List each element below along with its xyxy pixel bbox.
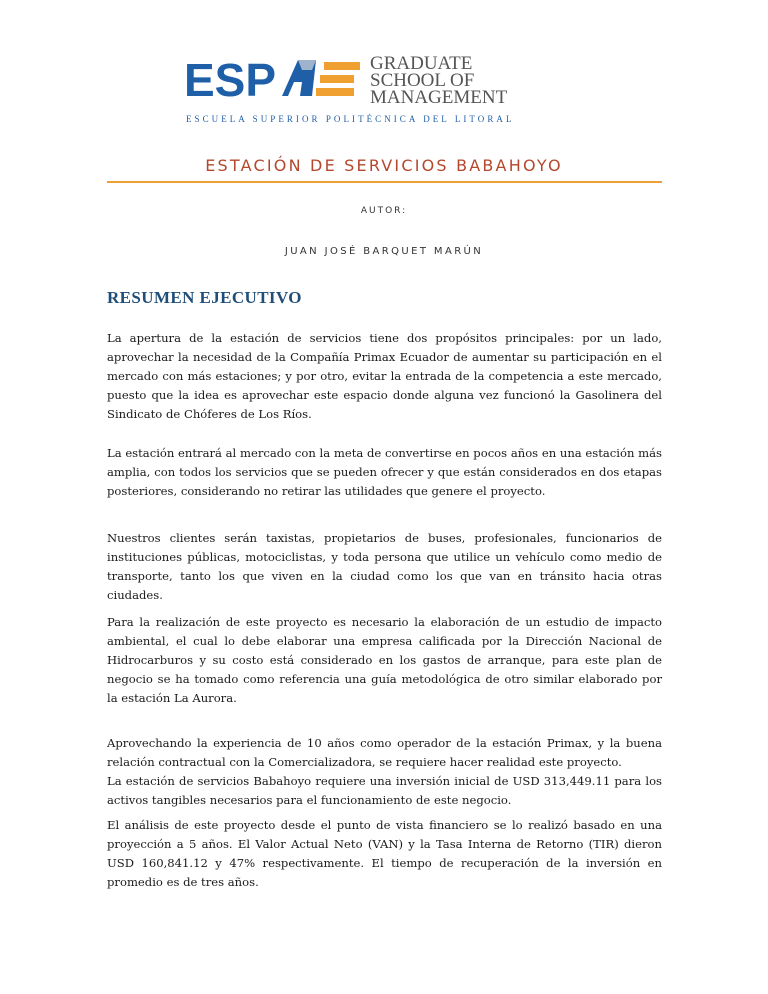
paragraph-text: La estación entrará al mercado con la meta de convertirse en pocos años en una estación más amplia, con todos los servicios que se pueden ofrecer y que están considerados en dos etapas posteriores, considerando no retirar las utilidades que genere el proyecto. (107, 446, 662, 498)
logo-e-bar-middle (320, 75, 354, 83)
logo-e-bar-bottom (316, 88, 354, 96)
author-label: AUTOR: (360, 206, 408, 216)
logo-e-bar-top (324, 62, 360, 70)
paragraph-text: Aprovechando la experiencia de 10 años como operador de la estación Primax, y la buena relación contractual con la Comercializadora, se requiere hacer realidad este proyecto. (107, 736, 662, 769)
logo-line3: MANAGEMENT (370, 87, 508, 108)
paragraph-financial-analysis (107, 816, 662, 892)
logo-graphic (184, 52, 584, 132)
paragraph-text: Para la realización de este proyecto es necesario la elaboración de un estudio de impacto ambiental, el cual lo debe elaborar una empresa calificada por la Dirección Nacional de Hidrocarburos y su costo está considerado en los gastos de arranque, para este plan de negocio se ha tomado como referencia una guía metodológica de otro similar elaborado por la estación La Aurora. (107, 615, 662, 705)
paragraph-environmental-study (107, 613, 662, 708)
paragraph-clients (107, 529, 662, 605)
logo-line2: SCHOOL OF (370, 70, 475, 91)
logo-tagline: ESCUELA SUPERIOR POLITÉCNICA DEL LITORAL (186, 114, 515, 124)
author-name: JUAN JOSÉ BARQUET MARÚN (284, 246, 484, 257)
paragraph-goal (107, 444, 662, 501)
title-divider (107, 181, 662, 183)
paragraph-text: La apertura de la estación de servicios tiene dos propósitos principales: por un lado, aprovechar la necesidad de la Compañía Primax Ecuador de aumentar su participación en el mercado con más estaciones; y por otro, evitar la entrada de la competencia a este mercado, puesto que la idea es aprovechar este espacio donde alguna vez funcionó la Gasolinera del Sindicato de Chóferes de Los Ríos. (107, 331, 662, 421)
paragraph-text: La estación de servicios Babahoyo requiere una inversión inicial de USD 313,449.11 para los activos tangibles necesarios para el funcionamiento de este negocio. (107, 774, 662, 807)
section-heading: RESUMEN EJECUTIVO (107, 288, 302, 307)
paragraph-text: Nuestros clientes serán taxistas, propietarios de buses, profesionales, funcionarios de instituciones públicas, motociclistas, y toda persona que utilice un vehículo como medio de transporte, tanto los que viven en la ciudad como los que van en tránsito hacia otras ciudades. (107, 531, 662, 602)
paragraph-text: El análisis de este proyecto desde el punto de vista financiero se lo realizó basado en una proyección a 5 años. El Valor Actual Neto (VAN) y la Tasa Interna de Retorno (TIR) dieron USD 160,841.12 y 47% respectivamente. El tiempo de recuperación de la inversión en promedio es de tres años. (107, 818, 662, 889)
logo-line1: GRADUATE (370, 53, 473, 74)
paragraph-experience-investment (107, 734, 662, 810)
espae-logo (184, 52, 584, 132)
paragraph-purpose (107, 329, 662, 424)
logo-wordmark-esp: ESP (184, 54, 277, 106)
document-title: ESTACIÓN DE SERVICIOS BABAHOYO (205, 156, 563, 175)
